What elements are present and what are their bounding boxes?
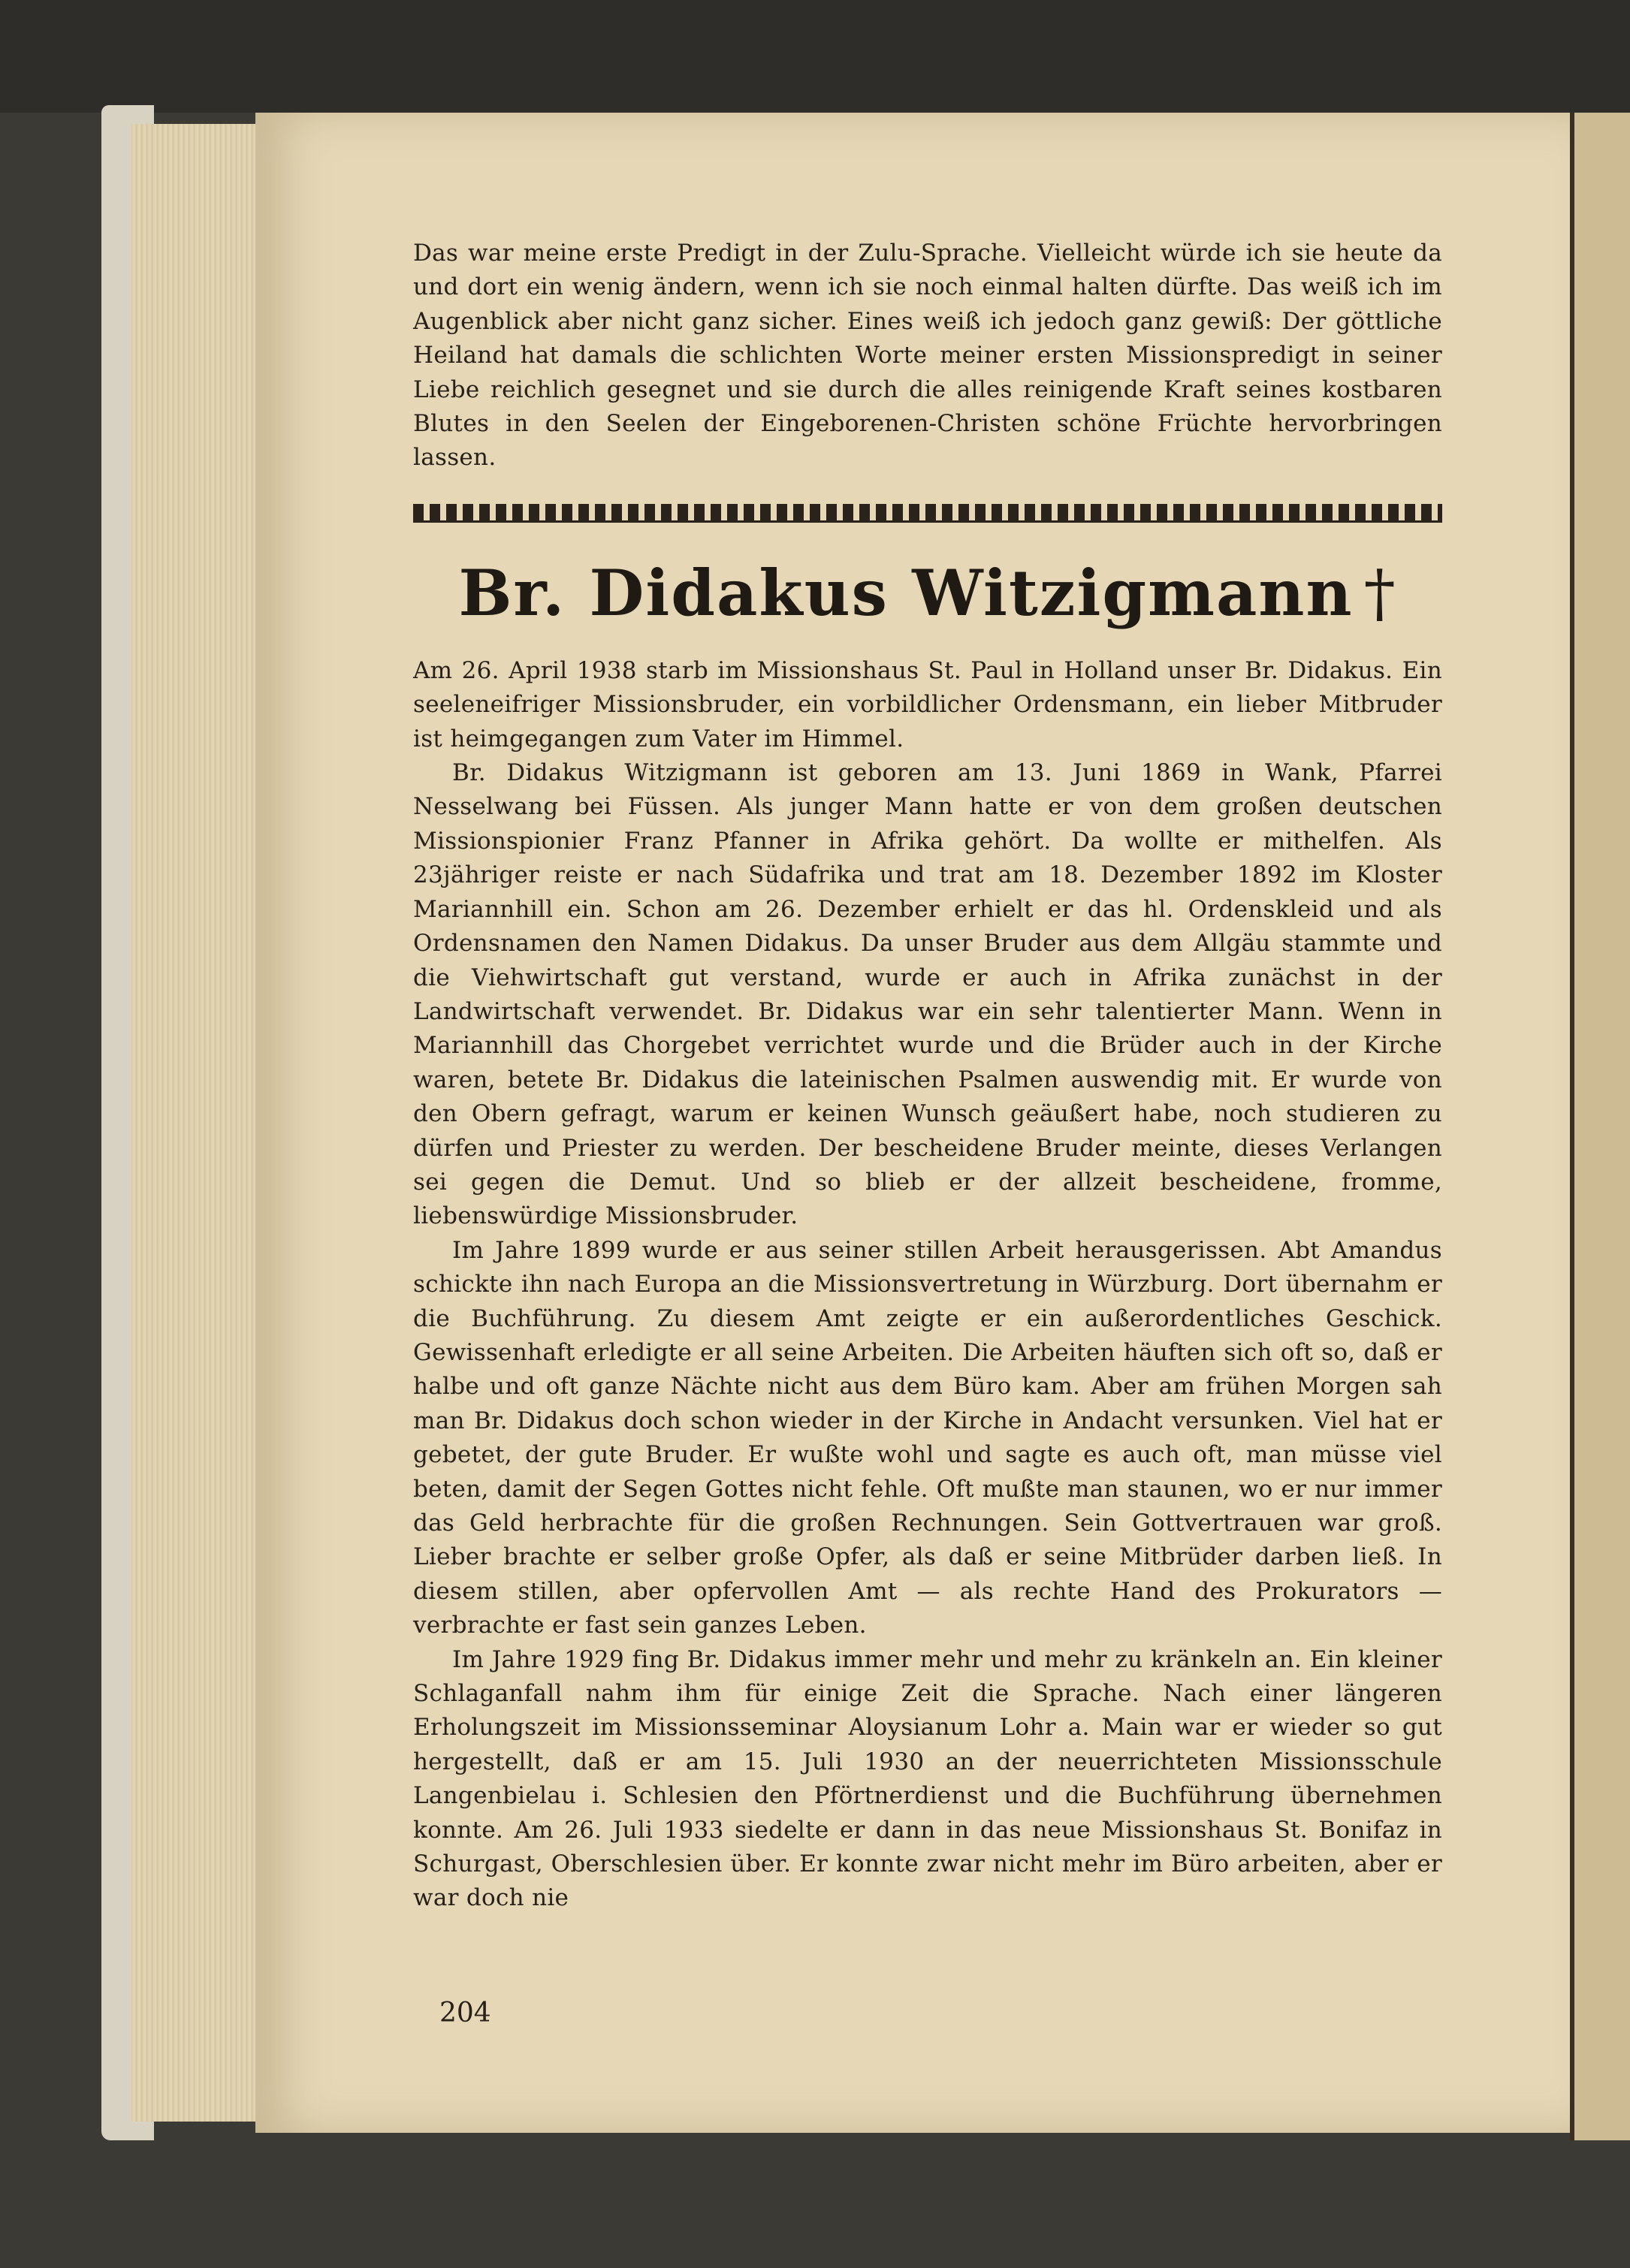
page-content — [413, 237, 1442, 1916]
article-title-text: Br. Didakus Witzigmann — [458, 555, 1354, 630]
page-number: 204 — [439, 1998, 491, 2028]
ornamental-divider — [413, 504, 1442, 523]
scan-backdrop — [0, 0, 1630, 113]
article-paragraph-1: Am 26. April 1938 starb im Missionshaus St. Paul in Holland unser Br. Didakus. Ein seeleneifriger Missionsbruder, ein vorbildlicher Ordensmann, ein lieber Mitbruder ist heimgegangen zum Vater im Himmel. — [413, 656, 1442, 752]
intro-paragraph: Das war meine erste Predigt in der Zulu-Sprache. Vielleicht würde ich sie heute da und dort ein wenig ändern, wenn ich sie noch einmal halten dürfte. Das weiß ich im Augenblick aber nicht ganz sicher. Eines weiß ich jedoch ganz gewiß: Der göttliche Heiland hat damals die schlichten Worte meiner ersten Missionspredigt in seiner Liebe reichlich gesegnet und sie durch die alles reinigende Kraft seines kostbaren Blutes in den Seelen der Eingeborenen-Christen schöne Früchte hervorbringen lassen. — [413, 240, 1442, 472]
article-paragraph-3: Im Jahre 1899 wurde er aus seiner stillen Arbeit herausgerissen. Abt Amandus schickte ihn nach Europa an die Missionsvertretung in Würzburg. Dort übernahm er die Buchführung. Zu diesem Amt zeigte er ein außerordentliches Geschick. Gewissenhaft erledigte er all seine Arbeiten. Die Arbeiten häuften sich oft so, daß er halbe und oft ganze Nächte nicht aus dem Büro kam. Aber am frühen Morgen sah man Br. Didakus doch schon wieder in der Kirche in Andacht versunken. Viel hat er gebetet, der gute Bruder. Er wußte wohl und sagte es auch oft, man müsse viel beten, damit der Segen Gottes nicht fehle. Oft mußte man staunen, wo er nur immer das Geld herbrachte für die großen Rechnungen. Sein Gottvertrauen war groß. Lieber brachte er selber große Opfer, als daß er seine Mitbrüder darben ließ. In diesem stillen, aber opfervollen Amt — als rechte Hand des Prokurators — verbrachte er fast sein ganzes Leben. — [413, 1236, 1442, 1639]
death-cross-icon: † — [1363, 556, 1397, 630]
page-stack-edges — [131, 124, 274, 2122]
article-paragraph-2: Br. Didakus Witzigmann ist geboren am 13. Juni 1869 in Wank, Pfarrei Nesselwang bei Füssen. Als junger Mann hatte er von dem großen deutschen Missionspionier Franz Pfanner in Afrika gehört. Da wollte er mithelfen. Als 23jähriger reiste er nach Südafrika und trat am 18. Dezember 1892 im Kloster Mariannhill ein. Schon am 26. Dezember erhielt er das hl. Ordenskleid und als Ordensnamen den Namen Didakus. Da unser Bruder aus dem Allgäu stammte und die Viehwirtschaft gut verstand, wurde er auch in Afrika zunächst in der Landwirtschaft verwendet. Br. Didakus war ein sehr talentierter Mann. Wenn in Mariannhill das Chorgebet verrichtet wurde und die Brüder auch in der Kirche waren, betete Br. Didakus die lateinischen Psalmen auswendig mit. Er wurde von den Obern gefragt, warum er keinen Wunsch geäußert habe, noch studieren zu dürfen und Priester zu werden. Der bescheidene Bruder meinte, dieses Verlangen sei gegen die Demut. Und so blieb er der allzeit bescheidene, fromme, liebenswürdige Missionsbruder. — [413, 759, 1442, 1230]
article-title — [413, 556, 1442, 630]
article-paragraph-4: Im Jahre 1929 fing Br. Didakus immer mehr und mehr zu kränkeln an. Ein kleiner Schlaganfall nahm ihm für einige Zeit die Sprache. Nach einer längeren Erholungszeit im Missionsseminar Aloysianum Lohr a. Main war er wieder so gut hergestellt, daß er am 15. Juli 1930 an der neuerrichteten Missionsschule Langenbielau i. Schlesien den Pförtnerdienst und die Buchführung übernehmen konnte. Am 26. Juli 1933 siedelte er dann in das neue Missionshaus St. Bonifaz in Schurgast, Oberschlesien über. Er konnte zwar nicht mehr im Büro arbeiten, aber er war doch nie — [413, 1645, 1442, 1912]
facing-page-edge — [1570, 113, 1630, 2140]
